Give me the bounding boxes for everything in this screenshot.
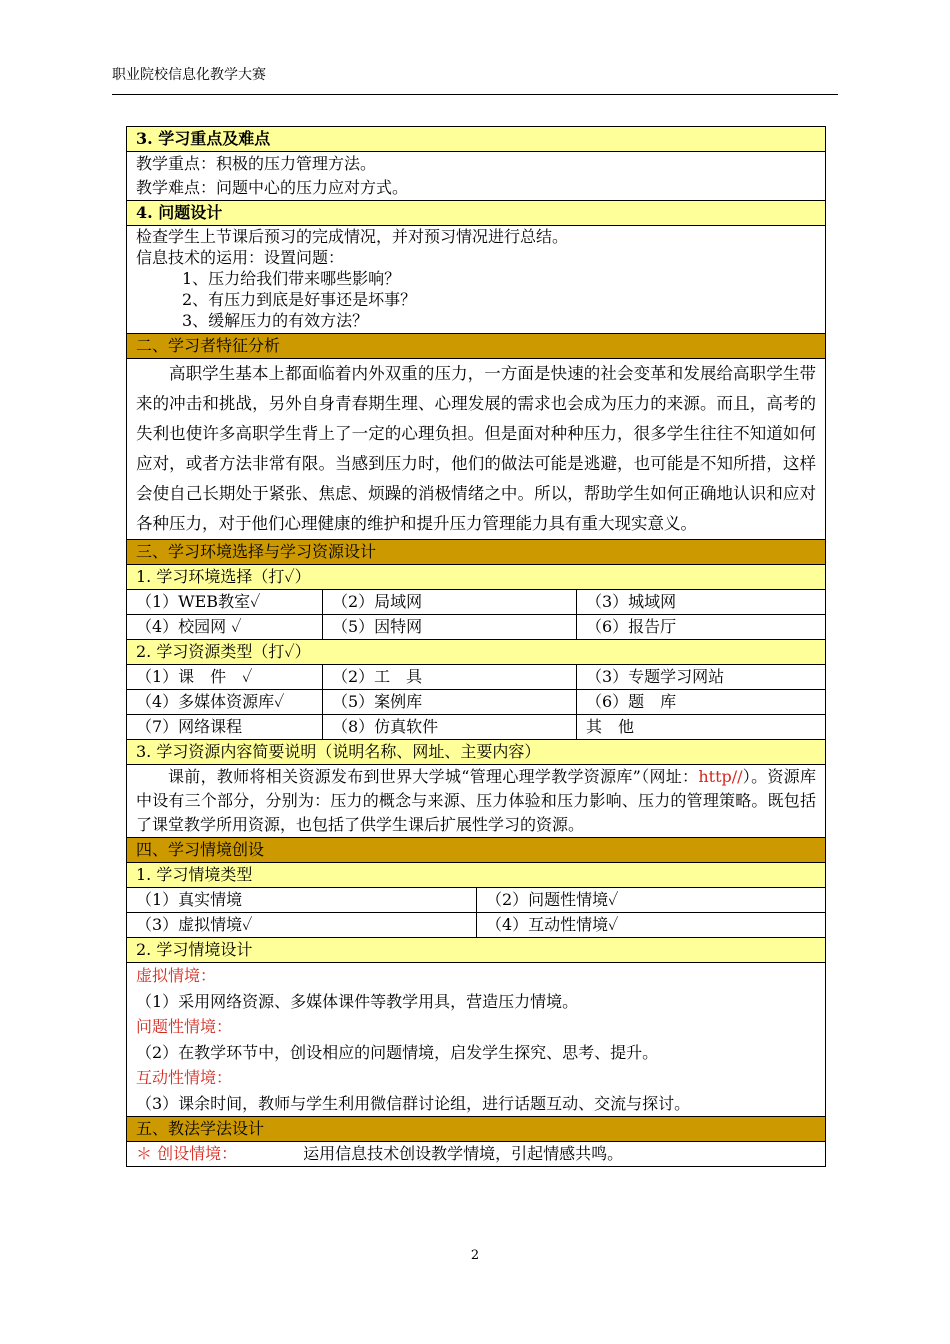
resource-option-row [127, 665, 825, 690]
situation-option: （1）真实情境 [127, 888, 477, 912]
section-key-points-title: 3. 学习重点及难点 [127, 127, 825, 152]
resource-option: （8）仿真软件 [323, 715, 577, 739]
method-text: 运用信息技术创设教学情境，引起情感共鸣。 [303, 1144, 624, 1163]
teaching-focus: 教学重点：积极的压力管理方法。 [136, 154, 377, 173]
situation-option: （2）问题性情境✓ [486, 890, 619, 909]
method-body [127, 1142, 825, 1166]
resource-option: （3）专题学习网站 [586, 667, 725, 686]
env-option: （1）WEB教室✓ [127, 590, 323, 614]
section-questions-body [127, 226, 825, 334]
resource-option: （4）多媒体资源库✓ [127, 690, 323, 714]
situation-design-title: 2. 学习情境设计 [127, 938, 825, 963]
questions-it-use: 信息技术的运用：设置问题： [136, 248, 345, 267]
env-option: （5）因特网 [323, 615, 577, 639]
page-number: 2 [470, 1248, 480, 1263]
section-method-title: 五、教法学法设计 [127, 1117, 825, 1142]
situation-option-row [127, 913, 825, 938]
situation-text: （1）采用网络资源、多媒体课件等教学用具，营造压力情境。 [136, 991, 579, 1011]
env-option-row [127, 615, 825, 640]
teaching-difficulty: 教学难点：问题中心的压力应对方式。 [136, 178, 409, 197]
situation-label: 问题性情境： [136, 1017, 233, 1036]
resource-option: （6）题 库 [586, 692, 677, 711]
lesson-plan-table [126, 126, 826, 1167]
resource-desc-body [127, 765, 825, 838]
situation-text: （2）在教学环节中，创设相应的问题情境，启发学生探究、思考、提升。 [136, 1042, 659, 1062]
page-header: 职业院校信息化教学大赛 [112, 64, 838, 95]
method-label: ＊ 创设情境： [136, 1144, 238, 1163]
resource-option: （7）网络课程 [127, 715, 323, 739]
resource-link[interactable]: http// [698, 767, 743, 786]
env-option: （4）校园网 ✓ [127, 615, 323, 639]
situation-option-row [127, 888, 825, 913]
resource-desc-title: 3. 学习资源内容简要说明（说明名称、网址、主要内容） [127, 740, 825, 765]
resource-option: （5）案例库 [323, 690, 577, 714]
situation-design-body [127, 963, 825, 1117]
env-selection-title: 1. 学习环境选择（打✓） [127, 565, 825, 590]
section-environment-title: 三、学习环境选择与学习资源设计 [127, 540, 825, 565]
resource-desc-part: 课前，教师将相关资源发布到世界大学城“管理心理学教学资源库”（网址： [168, 767, 699, 786]
env-option: （2）局域网 [323, 590, 577, 614]
resource-desc-part: ）。资源库中设有三个部分，分别为：压力的概念与来源、压力体验和压力影响、压力的管理策略。既包括了课堂教学所用资源，也包括了供学生课后扩展性学习的资源。 [136, 767, 816, 834]
resource-type-title: 2. 学习资源类型（打✓） [127, 640, 825, 665]
question-item: 1、压力给我们带来哪些影响？ [182, 269, 401, 288]
section-learner-title: 二、学习者特征分析 [127, 334, 825, 359]
section-situation-title: 四、学习情境创设 [127, 838, 825, 863]
situation-option: （3）虚拟情境✓ [127, 913, 477, 937]
env-option: （6）报告厅 [586, 617, 677, 636]
section-key-points-body [127, 152, 825, 201]
resource-option-row [127, 715, 825, 740]
section-questions-title: 4. 问题设计 [127, 201, 825, 226]
questions-intro: 检查学生上节课后预习的完成情况，并对预习情况进行总结。 [136, 227, 569, 246]
resource-option: 其 他 [586, 717, 635, 736]
resource-description [127, 765, 825, 837]
resource-option: （1）课 件 ✓ [127, 665, 323, 689]
section-learner-body [127, 359, 825, 540]
question-item: 2、有压力到底是好事还是坏事？ [182, 290, 417, 309]
resource-option: （2）工 具 [323, 665, 577, 689]
situation-label: 互动性情境： [136, 1068, 233, 1087]
env-option-row [127, 590, 825, 615]
situation-type-title: 1. 学习情境类型 [127, 863, 825, 888]
question-item: 3、缓解压力的有效方法？ [182, 311, 369, 330]
resource-option-row [127, 690, 825, 715]
learner-analysis-text: 高职学生基本上都面临着内外双重的压力，一方面是快速的社会变革和发展给高职学生带来的冲击和挑战，另外自身青春期生理、心理发展的需求也会成为压力的来源。而且，高考的失利也使许多高职学生背上了一定的心理负担。但是面对种种压力，很多学生往往不知道如何应对，或者方法非常有限。当感到压力时，他们的做法可能是逃避，也可能是不知所措，这样会使自己长期处于紧张、焦虑、烦躁的消极情绪之中。所以，帮助学生如何正确地认识和应对各种压力，对于他们心理健康的维护和提升压力管理能力具有重大现实意义。 [136, 364, 816, 533]
situation-label: 虚拟情境： [136, 966, 217, 985]
situation-text: （3）课余时间，教师与学生利用微信群讨论组，进行话题互动、交流与探讨。 [136, 1093, 691, 1113]
situation-option: （4）互动性情境✓ [486, 915, 619, 934]
env-option: （3）城域网 [586, 592, 677, 611]
